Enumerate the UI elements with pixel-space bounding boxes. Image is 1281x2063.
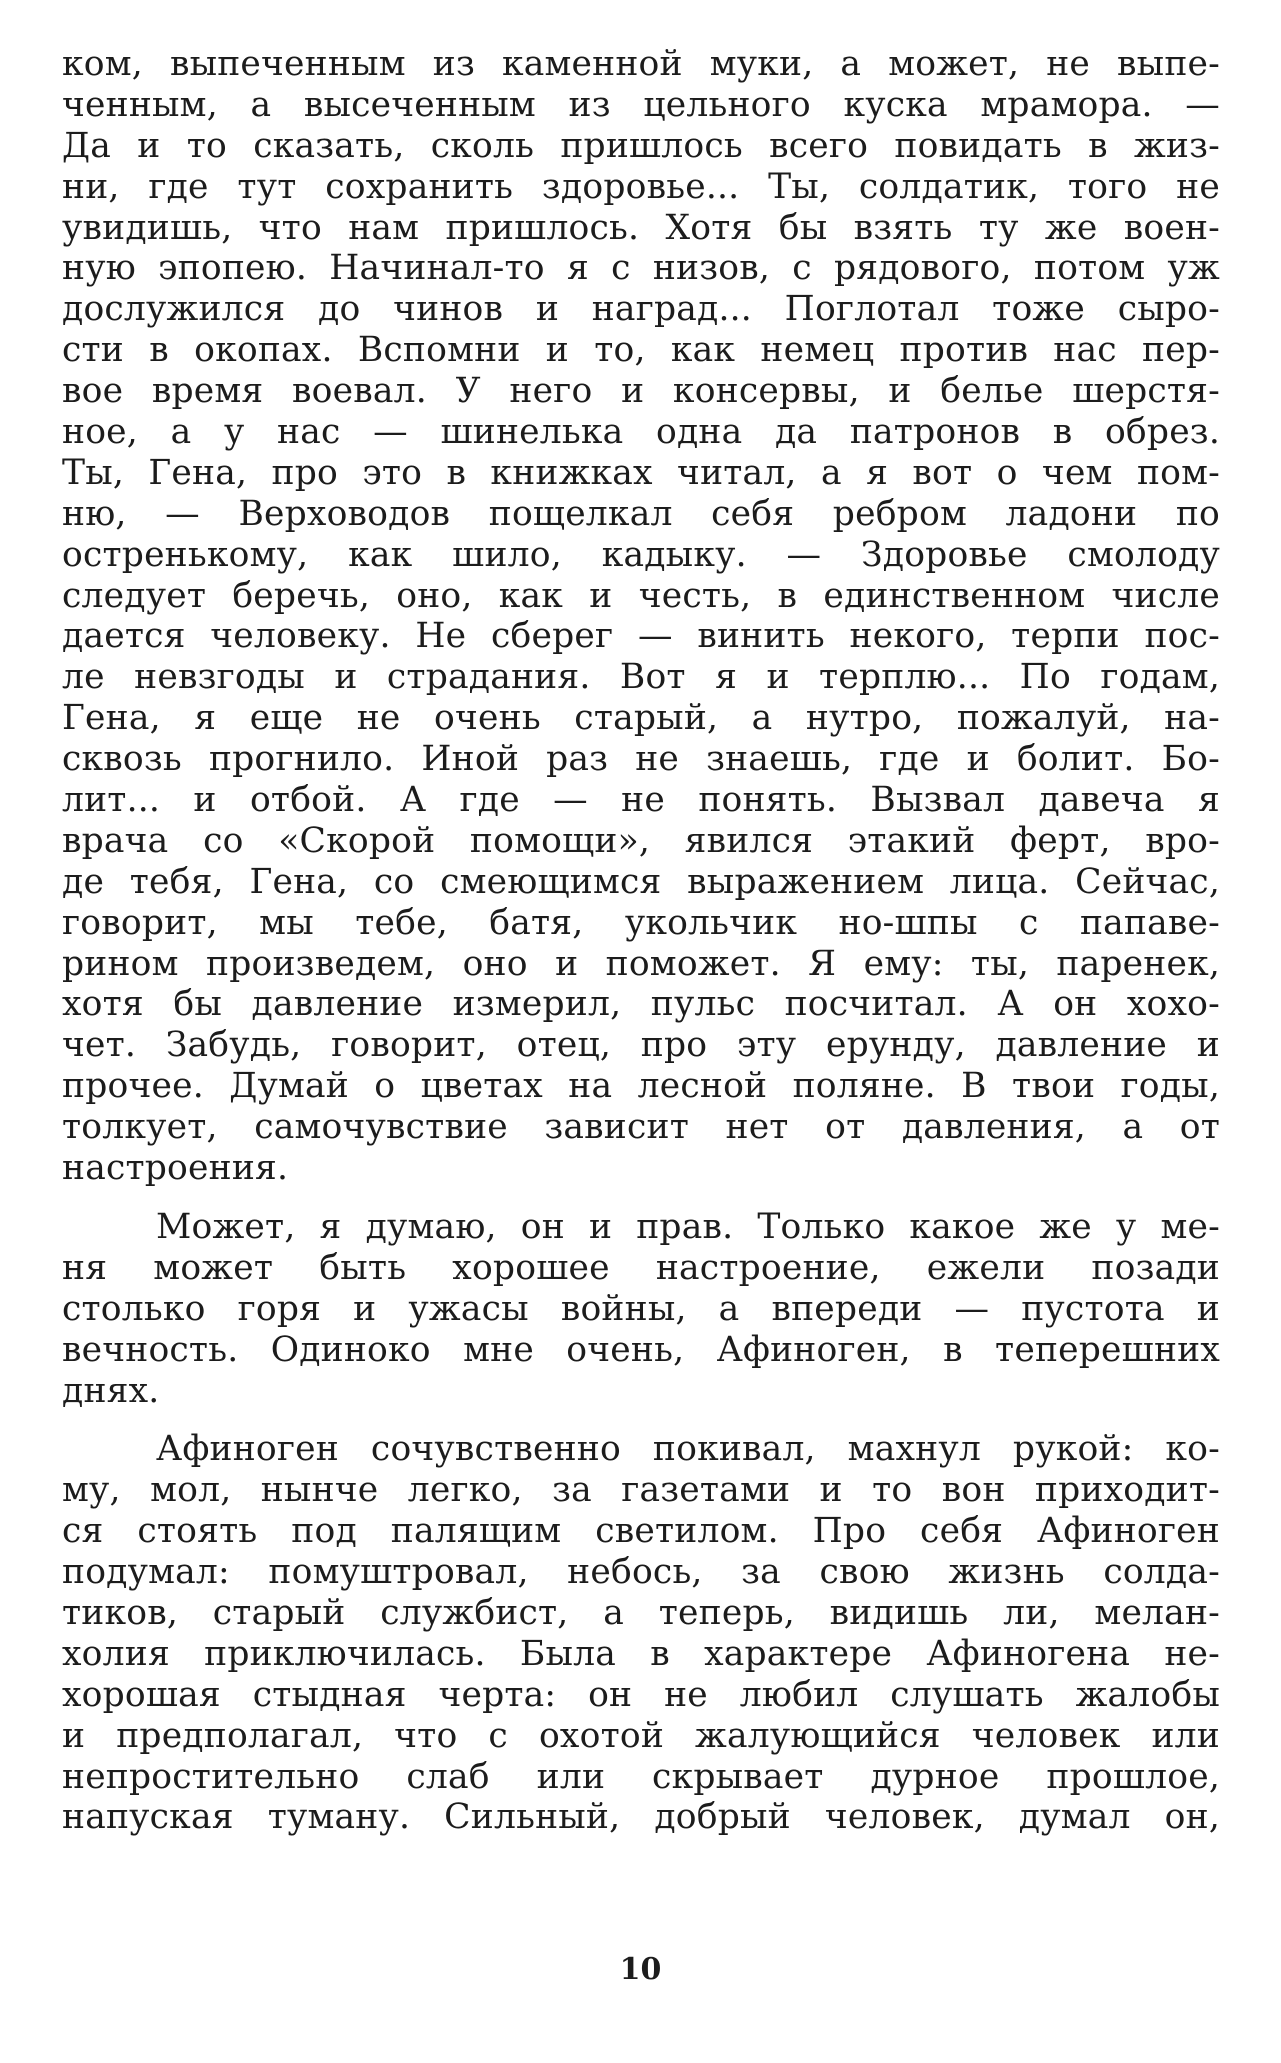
text-line: сквозь прогнило. Иной раз не знаешь, где и болит. Бо- [62,739,1220,780]
text-line: днях. [62,1370,160,1411]
text-line: Гена, я еще не очень старый, а нутро, пожалуй, на- [62,698,1220,739]
text-line: столько горя и ужасы войны, а впереди — пустота и [62,1288,1220,1329]
text-line: непростительно слаб или скрывает дурное прошлое, [62,1756,1220,1797]
text-line: хотя бы давление измерил, пульс посчитал. А он хохо- [62,984,1220,1025]
text-line: дослужился до чинов и наград... Поглотал тоже сыро- [62,289,1220,330]
text-line: Ты, Гена, про это в книжках читал, а я вот о чем пом- [62,452,1220,493]
text-line: чет. Забудь, говорит, отец, про эту ерунду, давление и [62,1025,1220,1066]
text-line: ся стоять под палящим светилом. Про себя Афиноген [62,1511,1220,1552]
text-line: тиков, старый службист, а теперь, видишь ли, мелан- [62,1592,1220,1633]
paragraph-3 [62,1429,1220,1838]
text-line: Да и то сказать, сколь пришлось всего повидать в жиз- [62,125,1220,166]
text-line: му, мол, нынче легко, за газетами и то вон приходит- [62,1470,1220,1511]
text-line: ню, — Верховодов пощелкал себя ребром ладони по [62,493,1220,534]
text-line: врача со «Скорой помощи», явился этакий ферт, вро- [62,820,1220,861]
text-line: де тебя, Гена, со смеющимся выражением лица. Сейчас, [62,861,1220,902]
text-line: вечность. Одиноко мне очень, Афиноген, в теперешних [62,1329,1220,1370]
text-line: толкует, самочувствие зависит нет от давления, а от [62,1107,1220,1148]
text-line: холия приключилась. Была в характере Афиногена не- [62,1633,1220,1674]
text-line: ную эпопею. Начинал-то я с низов, с рядового, потом уж [62,248,1220,289]
text-line: напуская туману. Сильный, добрый человек, думал он, [62,1797,1220,1838]
paragraph-gap [62,1189,1220,1207]
text-line: ле невзгоды и страдания. Вот я и терплю... По годам, [62,657,1220,698]
text-line: сти в окопах. Вспомни и то, как немец против нас пер- [62,330,1220,371]
text-line: следует беречь, оно, как и честь, в единственном числе [62,575,1220,616]
text-line: Может, я думаю, он и прав. Только какое же у ме- [156,1206,1220,1247]
page-number: 10 [619,1952,662,1987]
text-line: говорит, мы тебе, батя, укольчик но-шпы с папаве- [62,902,1220,943]
text-line: остренькому, как шило, кадыку. — Здоровье смолоду [62,534,1220,575]
text-line: дается человеку. Не сберег — винить некого, терпи пос- [62,616,1220,657]
text-line: ченным, а высеченным из цельного куска мрамора. — [62,84,1220,125]
text-line: ня может быть хорошее настроение, ежели позади [62,1247,1220,1288]
paragraph-2 [62,1207,1220,1411]
text-line: ни, где тут сохранить здоровье... Ты, солдатик, того не [62,166,1220,207]
text-line: прочее. Думай о цветах на лесной поляне. В твои годы, [62,1066,1220,1107]
text-line: ком, выпеченным из каменной муки, а может, не выпе- [62,44,1220,84]
text-line: ное, а у нас — шинелька одна да патронов в обрез. [62,412,1220,453]
text-line: подумал: помуштровал, небось, за свою жизнь солда- [62,1552,1220,1593]
text-line: лит... и отбой. А где — не понять. Вызвал давеча я [62,780,1220,821]
text-line: рином произведем, оно и поможет. Я ему: ты, паренек, [62,943,1220,984]
paragraph-gap [62,1411,1220,1429]
text-line: хорошая стыдная черта: он не любил слушать жалобы [62,1674,1220,1715]
text-line: вое время воевал. У него и консервы, и белье шерстя- [62,371,1220,412]
text-line: настроения. [62,1148,289,1189]
text-line: Афиноген сочувственно покивал, махнул рукой: ко- [156,1429,1220,1470]
text-line: и предполагал, что с охотой жалующийся человек или [62,1715,1220,1756]
paragraph-1 [62,44,1220,1189]
body-text [62,44,1220,1838]
text-line: увидишь, что нам пришлось. Хотя бы взять ту же воен- [62,207,1220,248]
